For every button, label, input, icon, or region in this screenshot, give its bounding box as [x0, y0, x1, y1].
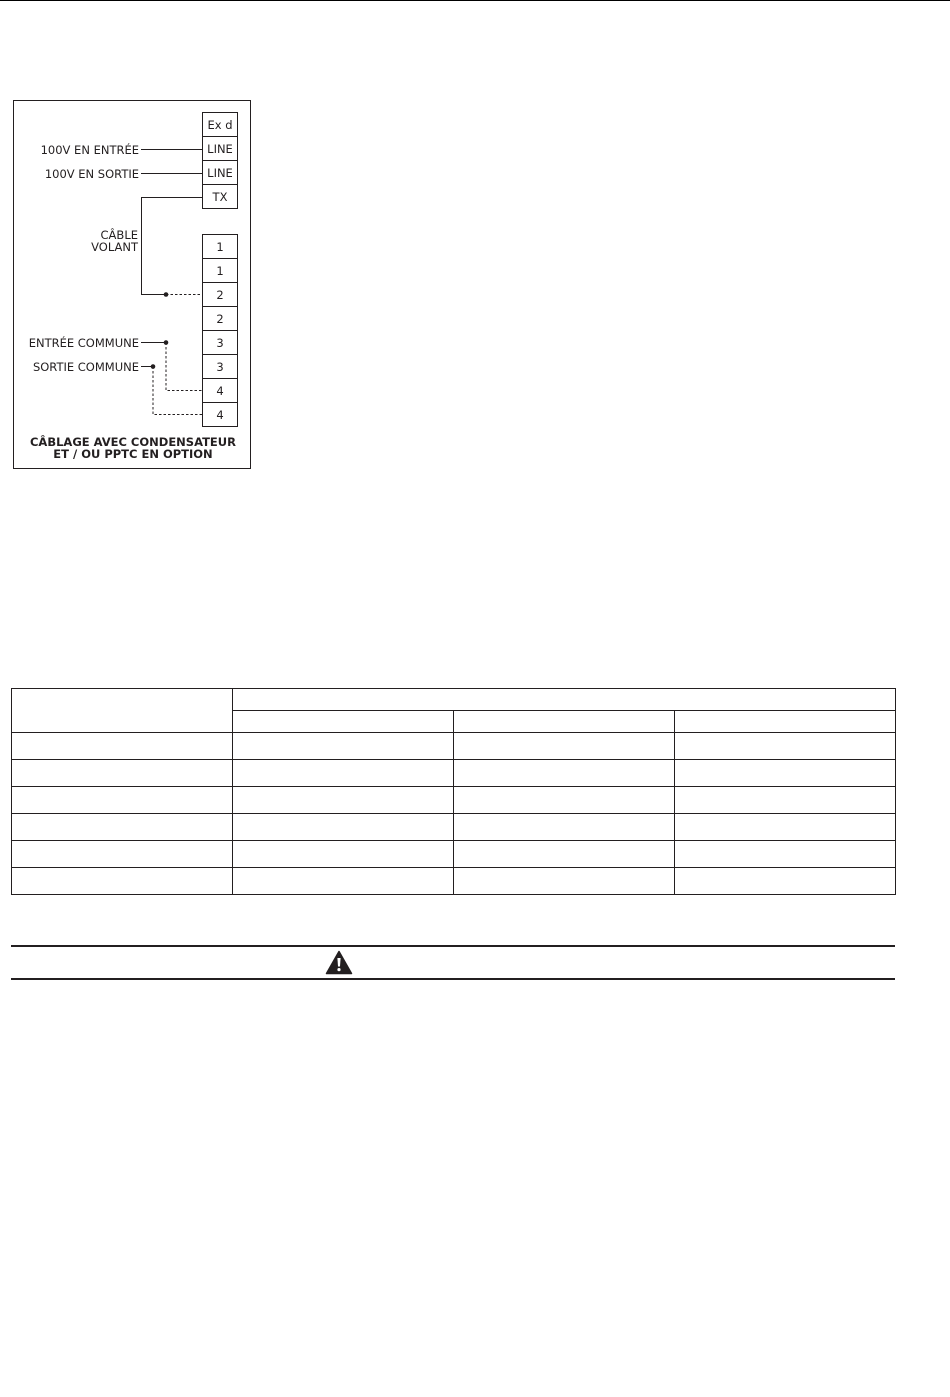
table-row — [12, 760, 896, 787]
wire-flying-lead — [142, 198, 203, 295]
terminal-1a: 1 — [216, 240, 224, 254]
warning-bar — [11, 945, 895, 980]
table-row — [12, 868, 896, 895]
diagram-caption-line1: CÂBLAGE AVEC CONDENSATEUR — [29, 435, 237, 449]
table-cell — [675, 760, 896, 787]
terminal-4a: 4 — [216, 384, 224, 398]
table-subheader-cell — [675, 711, 896, 733]
table-cell — [233, 841, 454, 868]
terminal-3b: 3 — [216, 360, 224, 374]
table-row — [12, 733, 896, 760]
table-cell — [12, 787, 233, 814]
table-row — [12, 814, 896, 841]
table-cell — [233, 814, 454, 841]
table-cell — [12, 814, 233, 841]
table-cell — [12, 841, 233, 868]
table-cell — [12, 760, 233, 787]
label-flying-lead-line1: CÂBLE — [100, 228, 138, 242]
terminal-tx: TX — [212, 190, 228, 204]
terminal-line-in: LINE — [207, 142, 233, 156]
table-cell — [12, 868, 233, 895]
table-header-cell-group — [233, 689, 896, 711]
label-flying-lead-line2: VOLANT — [91, 240, 138, 254]
terminal-2b: 2 — [216, 312, 224, 326]
terminal-4b: 4 — [216, 408, 224, 422]
table-cell — [233, 760, 454, 787]
terminal-line-out: LINE — [207, 166, 233, 180]
table-subheader-cell — [233, 711, 454, 733]
label-common-input: ENTRÉE COMMUNE — [28, 336, 139, 350]
table-cell — [454, 787, 675, 814]
table-cell — [233, 868, 454, 895]
table-subheader-cell — [454, 711, 675, 733]
table-cell — [454, 733, 675, 760]
terminal-2a: 2 — [216, 288, 224, 302]
terminal-exd: Ex d — [207, 118, 233, 132]
label-100v-input: 100V EN ENTRÉE — [40, 143, 139, 157]
table-cell — [233, 733, 454, 760]
wiring-diagram — [0, 0, 950, 480]
table-row — [12, 787, 896, 814]
spec-table — [11, 688, 896, 895]
table-cell — [454, 868, 675, 895]
wire-common-input-dashed — [166, 343, 202, 391]
terminal-3a: 3 — [216, 336, 224, 350]
table-cell — [675, 733, 896, 760]
label-common-output: SORTIE COMMUNE — [32, 360, 139, 374]
table-cell — [675, 787, 896, 814]
table-row — [12, 841, 896, 868]
table-cell — [454, 760, 675, 787]
table-cell — [12, 733, 233, 760]
table-cell — [454, 841, 675, 868]
table-cell — [675, 868, 896, 895]
table-cell — [675, 814, 896, 841]
table-cell — [233, 787, 454, 814]
table-header-row — [12, 689, 896, 711]
table-cell — [454, 814, 675, 841]
table-header-cell-rowlabel — [12, 689, 233, 733]
diagram-caption-line2: ET / OU PPTC EN OPTION — [53, 447, 213, 461]
warning-triangle-icon — [325, 950, 353, 975]
label-100v-output: 100V EN SORTIE — [44, 167, 139, 181]
terminal-1b: 1 — [216, 264, 224, 278]
table-cell — [675, 841, 896, 868]
